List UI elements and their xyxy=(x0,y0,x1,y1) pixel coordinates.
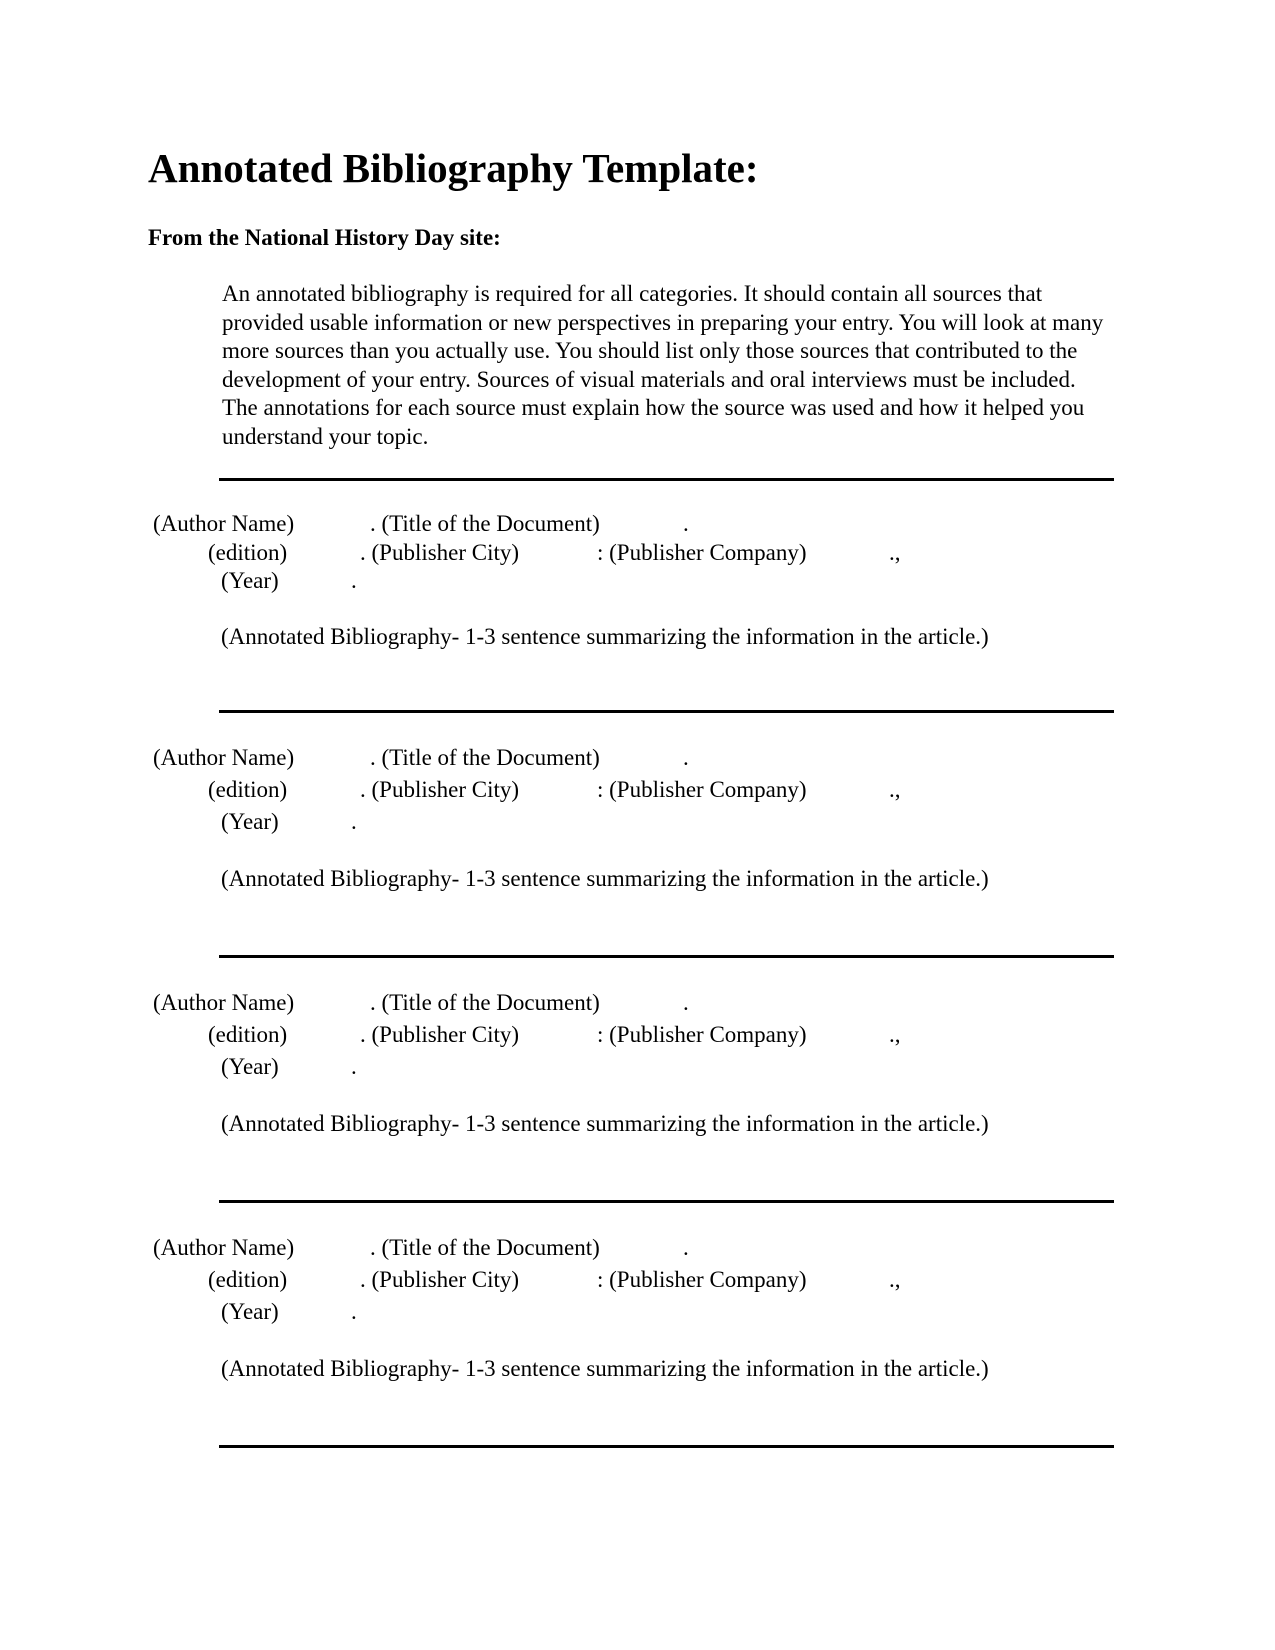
separator-rule xyxy=(219,955,1114,958)
document-title-field: . (Title of the Document) xyxy=(370,745,600,770)
company-punctuation: ., xyxy=(889,540,901,565)
annotation-text: (Annotated Bibliography- 1-3 sentence summarizing the information in the article.) xyxy=(221,1356,989,1381)
page-subtitle: From the National History Day site: xyxy=(148,225,501,250)
separator-rule xyxy=(219,1200,1114,1203)
publisher-company-field: : (Publisher Company) xyxy=(597,540,807,565)
year-field: (Year) xyxy=(221,568,279,593)
annotation-text: (Annotated Bibliography- 1-3 sentence summarizing the information in the article.) xyxy=(221,1111,989,1136)
annotation-text: (Annotated Bibliography- 1-3 sentence summarizing the information in the article.) xyxy=(221,866,989,891)
page-title: Annotated Bibliography Template: xyxy=(148,145,759,191)
document-title-field: . (Title of the Document) xyxy=(370,990,600,1015)
publisher-company-field: : (Publisher Company) xyxy=(597,1267,807,1292)
title-period: . xyxy=(683,990,689,1015)
edition-field: (edition) xyxy=(208,1022,288,1047)
publisher-company-field: : (Publisher Company) xyxy=(597,777,807,802)
year-field: (Year) xyxy=(221,809,279,834)
year-field: (Year) xyxy=(221,1054,279,1079)
edition-field: (edition) xyxy=(208,1267,288,1292)
document-title-field: . (Title of the Document) xyxy=(370,511,600,536)
separator-rule xyxy=(219,1445,1114,1448)
title-period: . xyxy=(683,1235,689,1260)
publisher-city-field: . (Publisher City) xyxy=(360,1267,520,1292)
document-title-field: . (Title of the Document) xyxy=(370,1235,600,1260)
year-period: . xyxy=(351,1299,357,1324)
year-period: . xyxy=(351,809,357,834)
annotation-text: (Annotated Bibliography- 1-3 sentence summarizing the information in the article.) xyxy=(221,624,989,649)
year-field: (Year) xyxy=(221,1299,279,1324)
author-name-field: (Author Name) xyxy=(153,1235,295,1260)
edition-field: (edition) xyxy=(208,540,288,565)
separator-rule xyxy=(219,478,1114,481)
publisher-city-field: . (Publisher City) xyxy=(360,540,520,565)
year-period: . xyxy=(351,568,357,593)
edition-field: (edition) xyxy=(208,777,288,802)
publisher-company-field: : (Publisher Company) xyxy=(597,1022,807,1047)
company-punctuation: ., xyxy=(889,1267,901,1292)
intro-paragraph: An annotated bibliography is required for all categories. It should contain all sources that provided usable information or new perspectives in preparing your entry. You will look at many more sources than you actually use. You should list only those sources that contributed to the development of your entry. Sources of visual materials and oral interviews must be included. The annotations for each source must explain how the source was used and how it helped you understand your topic. xyxy=(222,281,1104,449)
company-punctuation: ., xyxy=(889,777,901,802)
title-period: . xyxy=(683,511,689,536)
company-punctuation: ., xyxy=(889,1022,901,1047)
title-period: . xyxy=(683,745,689,770)
publisher-city-field: . (Publisher City) xyxy=(360,1022,520,1047)
publisher-city-field: . (Publisher City) xyxy=(360,777,520,802)
year-period: . xyxy=(351,1054,357,1079)
author-name-field: (Author Name) xyxy=(153,511,295,536)
separator-rule xyxy=(219,710,1114,713)
author-name-field: (Author Name) xyxy=(153,990,295,1015)
author-name-field: (Author Name) xyxy=(153,745,295,770)
